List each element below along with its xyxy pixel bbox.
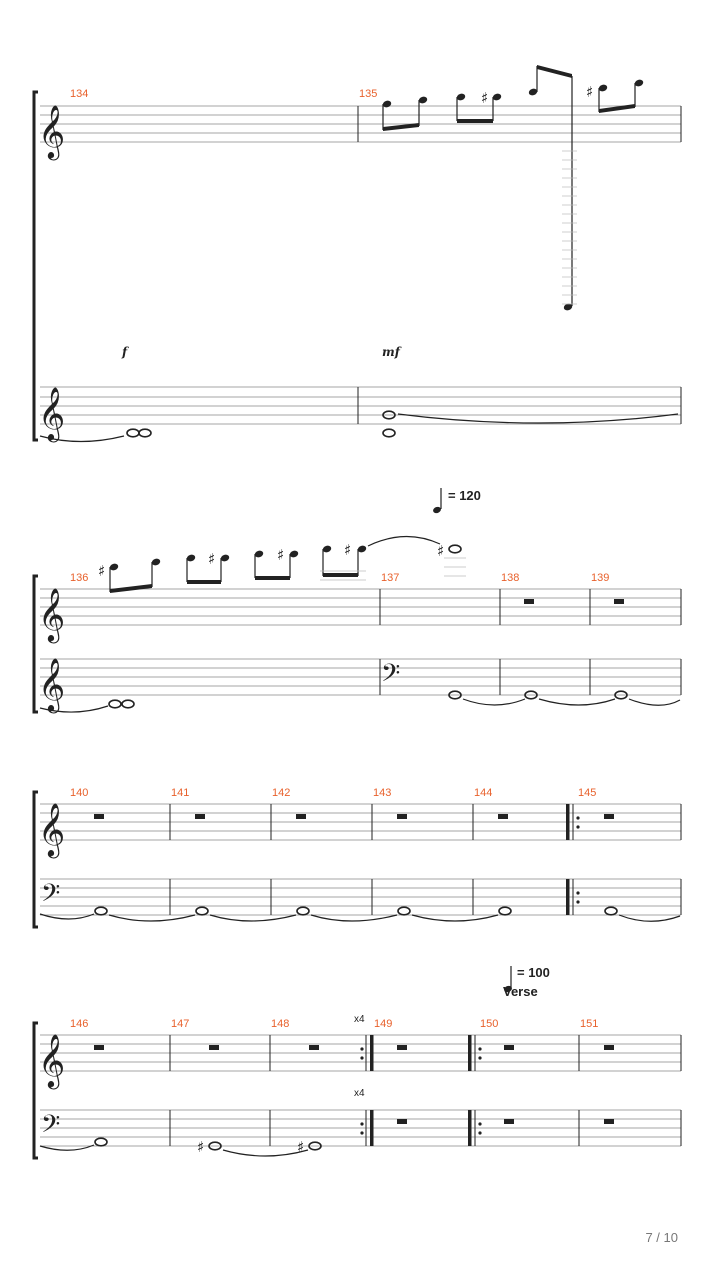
- page-number: 7 / 10: [645, 1230, 678, 1245]
- svg-text:= 120: = 120: [448, 488, 481, 503]
- svg-text:♯: ♯: [297, 1138, 305, 1156]
- bar-number: 149: [374, 1018, 393, 1030]
- bar-number: 138: [501, 572, 520, 584]
- bass-clef-icon: 𝄢: [41, 879, 61, 914]
- svg-text:♯: ♯: [197, 1138, 205, 1156]
- staff-upper: [40, 1035, 681, 1071]
- note-group: [382, 65, 644, 311]
- bar-number: 141: [171, 787, 190, 799]
- bass-clef-icon: 𝄢: [41, 1110, 61, 1145]
- note-group: [98, 536, 466, 593]
- system-3: [34, 787, 681, 927]
- tempo-marking: [432, 488, 481, 514]
- treble-clef-icon: 𝄞: [38, 104, 66, 158]
- staff-lower: [40, 387, 681, 424]
- bar-number: 137: [381, 572, 400, 584]
- bar-number: 142: [272, 787, 291, 799]
- bar-number: 147: [171, 1018, 190, 1030]
- bar-number: 145: [578, 787, 597, 799]
- repeat-count: x4: [354, 1014, 365, 1025]
- dynamic-marking: mf: [382, 345, 400, 359]
- bar-number: 143: [373, 787, 392, 799]
- repeat-count: x4: [354, 1088, 365, 1099]
- bar-number: 146: [70, 1018, 89, 1030]
- staff-lower: [40, 879, 681, 915]
- bar-number: 136: [70, 572, 89, 584]
- svg-text:♯: ♯: [344, 541, 352, 559]
- staff-lower: [40, 1110, 681, 1146]
- svg-text:♯: ♯: [208, 550, 216, 568]
- bass-clef-icon: 𝄢: [381, 659, 401, 694]
- svg-text:= 100: = 100: [517, 965, 550, 980]
- bar-number: 148: [271, 1018, 290, 1030]
- svg-text:♯: ♯: [586, 83, 594, 101]
- bar-number: 134: [70, 88, 89, 100]
- staff-upper: [40, 589, 681, 625]
- section-label: Verse: [503, 984, 538, 999]
- bar-number: 139: [591, 572, 610, 584]
- bar-number: 151: [580, 1018, 599, 1030]
- svg-text:♯: ♯: [98, 562, 106, 580]
- staff-upper: [40, 106, 681, 142]
- treble-clef-icon: 𝄞: [38, 657, 66, 711]
- system-4: [34, 965, 681, 1158]
- treble-clef-icon: 𝄞: [38, 587, 66, 641]
- rest: [94, 814, 614, 819]
- rest: [94, 1045, 614, 1050]
- bar-number: 150: [480, 1018, 499, 1030]
- treble-clef-icon: 𝄞: [38, 802, 66, 856]
- rest: [614, 599, 624, 604]
- bar-number: 135: [359, 88, 378, 100]
- treble-clef-icon: 𝄞: [38, 386, 66, 440]
- rest: [524, 599, 534, 604]
- staff-lower: [40, 659, 681, 695]
- svg-text:♯: ♯: [437, 542, 445, 560]
- system-2: [34, 488, 681, 713]
- svg-text:♯: ♯: [481, 89, 489, 107]
- svg-text:♯: ♯: [277, 546, 285, 564]
- staff-upper: [40, 804, 681, 840]
- system-1: [34, 65, 681, 442]
- dynamic-marking: f: [122, 345, 128, 359]
- bar-number: 144: [474, 787, 493, 799]
- bar-number: 140: [70, 787, 89, 799]
- treble-clef-icon: 𝄞: [38, 1033, 66, 1087]
- rest: [397, 1119, 614, 1124]
